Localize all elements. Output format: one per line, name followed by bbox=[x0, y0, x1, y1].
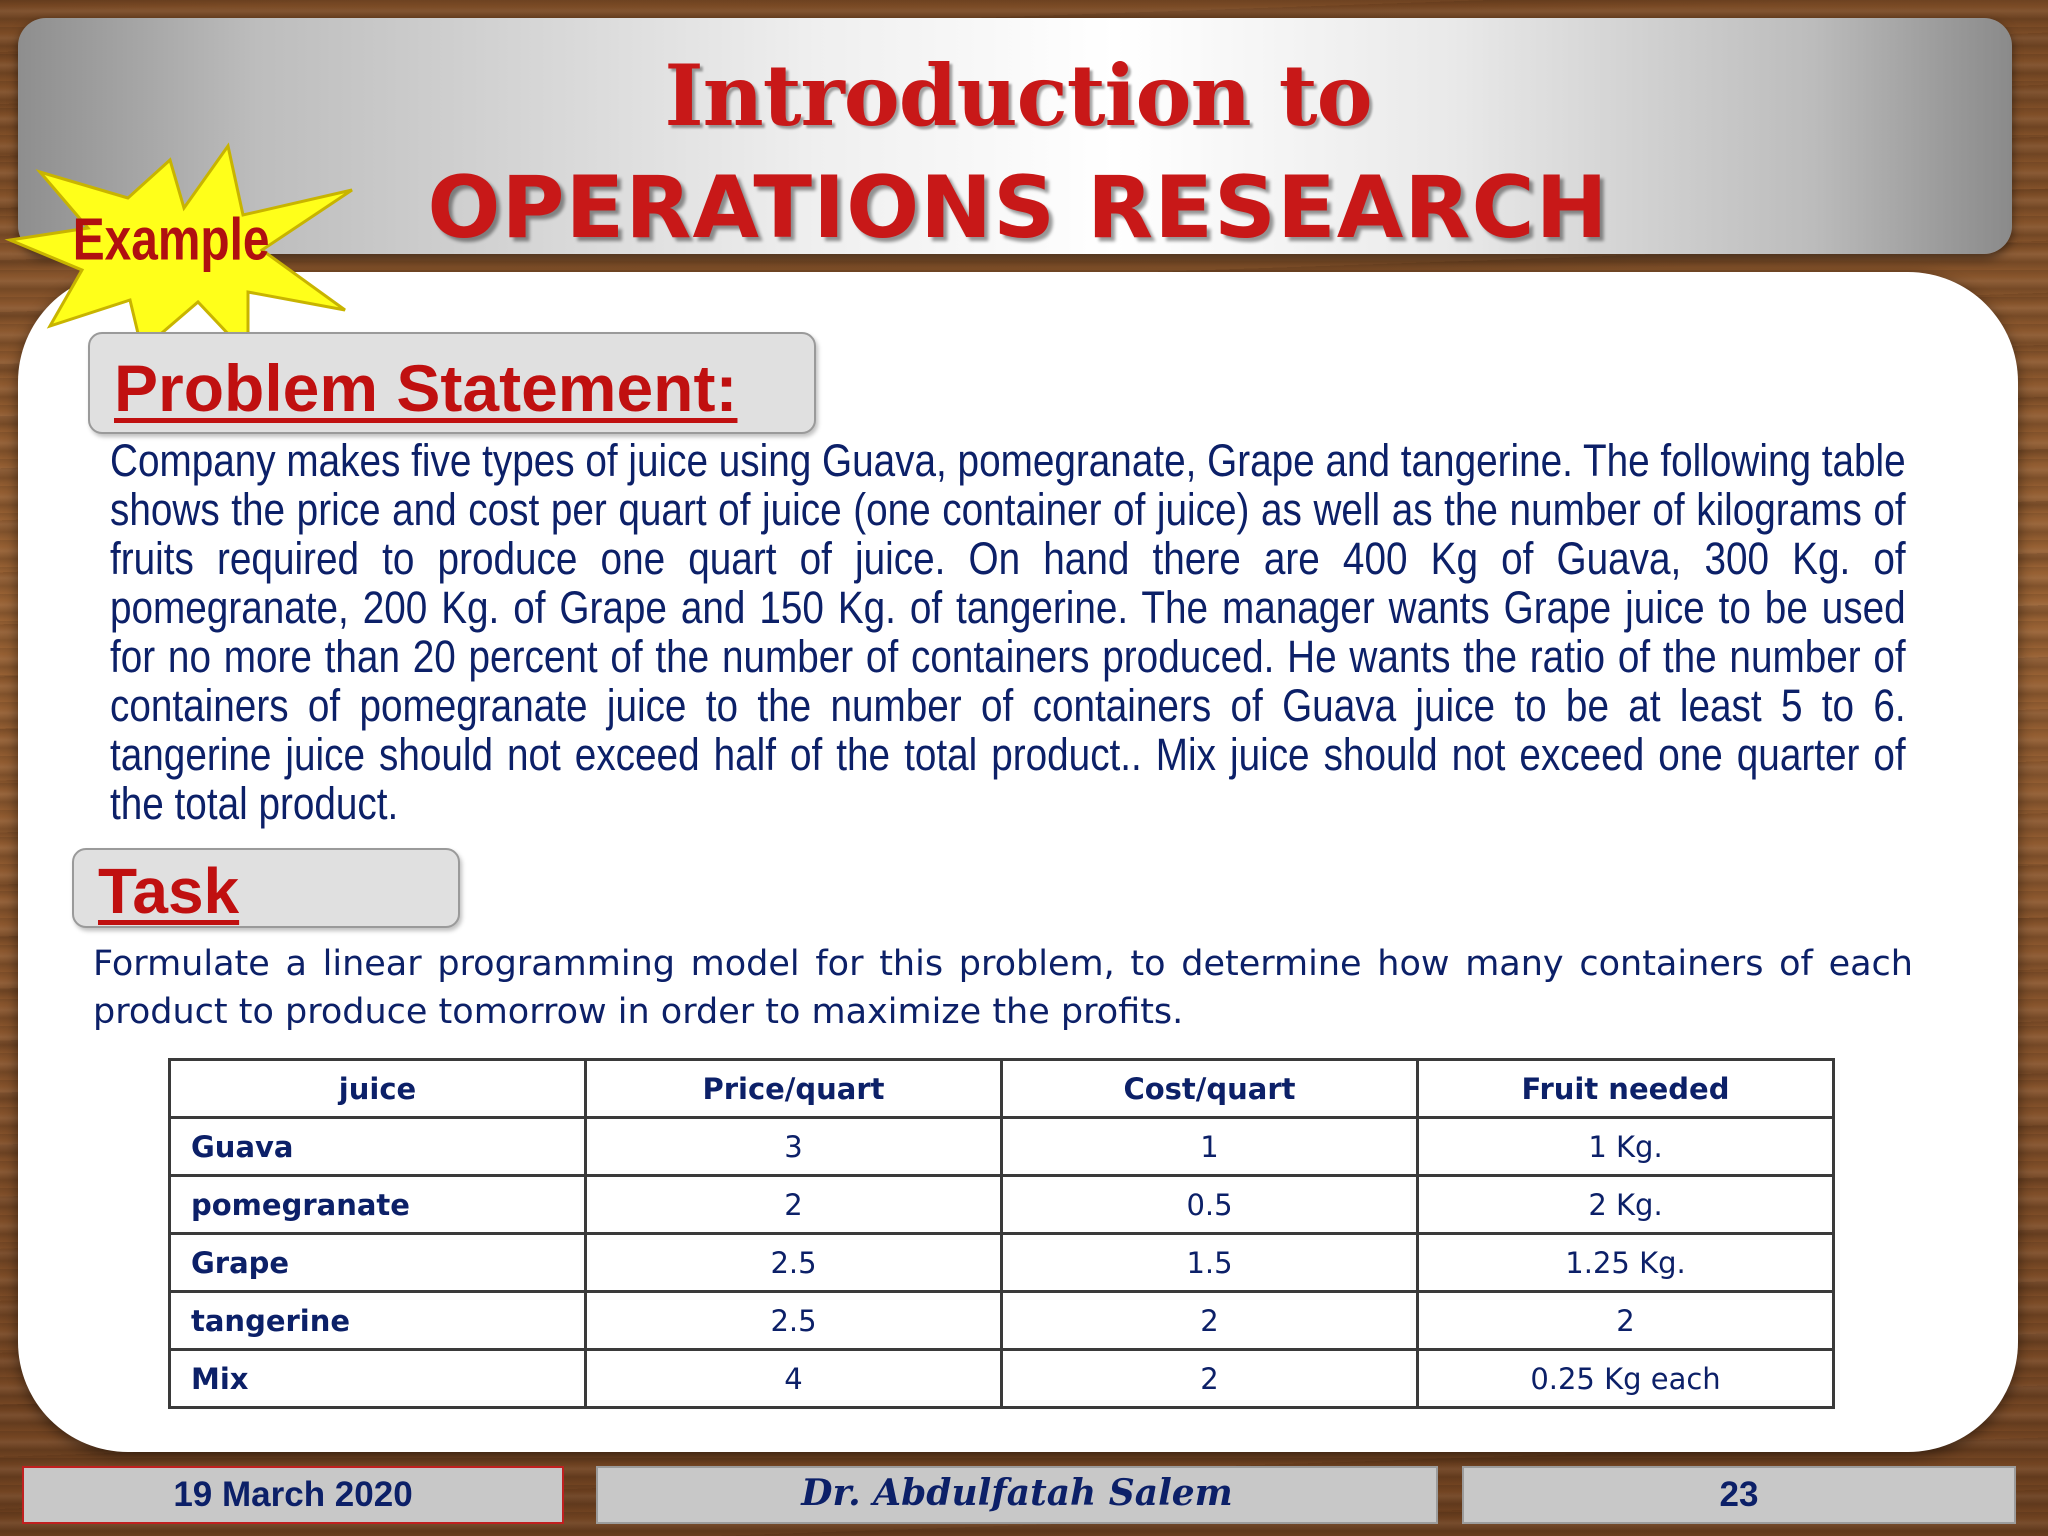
table-cell: 0.25 Kg each bbox=[1418, 1350, 1834, 1408]
juice-data-table bbox=[168, 1058, 1835, 1409]
task-heading-box bbox=[72, 848, 460, 928]
footer-page-number: 23 bbox=[1462, 1466, 2016, 1524]
badge-label: Example bbox=[72, 206, 270, 273]
table-cell: 1.5 bbox=[1002, 1234, 1418, 1292]
table-cell: 1 bbox=[1002, 1118, 1418, 1176]
table-cell: 2 bbox=[1418, 1292, 1834, 1350]
footer-author: Dr. Abdulfatah Salem bbox=[596, 1466, 1438, 1524]
table-cell: 1.25 Kg. bbox=[1418, 1234, 1834, 1292]
column-header: Price/quart bbox=[586, 1060, 1002, 1118]
table-row bbox=[170, 1350, 1834, 1408]
column-header: juice bbox=[170, 1060, 586, 1118]
table-cell: 3 bbox=[586, 1118, 1002, 1176]
table-row bbox=[170, 1234, 1834, 1292]
example-badge bbox=[0, 140, 360, 355]
table-cell: 2.5 bbox=[586, 1234, 1002, 1292]
problem-heading-box bbox=[88, 332, 816, 434]
table-cell: 4 bbox=[586, 1350, 1002, 1408]
title-line-1: Introduction to bbox=[664, 46, 1372, 145]
table-cell: 1 Kg. bbox=[1418, 1118, 1834, 1176]
table-cell: 2.5 bbox=[586, 1292, 1002, 1350]
starburst-icon bbox=[0, 140, 360, 355]
table-cell: Guava bbox=[170, 1118, 586, 1176]
table-cell: pomegranate bbox=[170, 1176, 586, 1234]
problem-statement-text: Company makes five types of juice using Guava, pomegranate, Grape and tangerine. The following table shows the price and cost per quart of juice (one container of juice) as well as the number of kilograms of fruits required to produce one quart of juice. On hand there are 400 Kg of Guava, 300 Kg. of pomegranate, 200 Kg. of Grape and 150 Kg. of tangerine. The manager wants Grape juice to be used for no more than 20 percent of the number of containers produced. He wants the ratio of the number of containers of pomegranate juice to the number of containers of Guava juice to be at least 5 to 6. tangerine juice should not exceed half of the total product.. Mix juice should not exceed one quarter of the total product. bbox=[110, 435, 1906, 829]
table-cell: Mix bbox=[170, 1350, 586, 1408]
table-cell: tangerine bbox=[170, 1292, 586, 1350]
problem-heading: Problem Statement: bbox=[114, 351, 738, 425]
table-row bbox=[170, 1176, 1834, 1234]
table-cell: 2 bbox=[1002, 1350, 1418, 1408]
table-cell: 2 Kg. bbox=[1418, 1176, 1834, 1234]
table-cell: 2 bbox=[586, 1176, 1002, 1234]
table-header-row bbox=[170, 1060, 1834, 1118]
table-row bbox=[170, 1292, 1834, 1350]
column-header: Cost/quart bbox=[1002, 1060, 1418, 1118]
task-heading: Task bbox=[98, 855, 240, 927]
table-cell: Grape bbox=[170, 1234, 586, 1292]
table-row bbox=[170, 1118, 1834, 1176]
task-text: Formulate a linear programming model for this problem, to determine how many containers of each product to produce tomorrow in order to maximize the profits. bbox=[93, 944, 1913, 1032]
table-cell: 0.5 bbox=[1002, 1176, 1418, 1234]
table-cell: 2 bbox=[1002, 1292, 1418, 1350]
column-header: Fruit needed bbox=[1418, 1060, 1834, 1118]
footer-date: 19 March 2020 bbox=[22, 1466, 564, 1524]
title-line-2: OPERATIONS RESEARCH bbox=[427, 158, 1609, 258]
